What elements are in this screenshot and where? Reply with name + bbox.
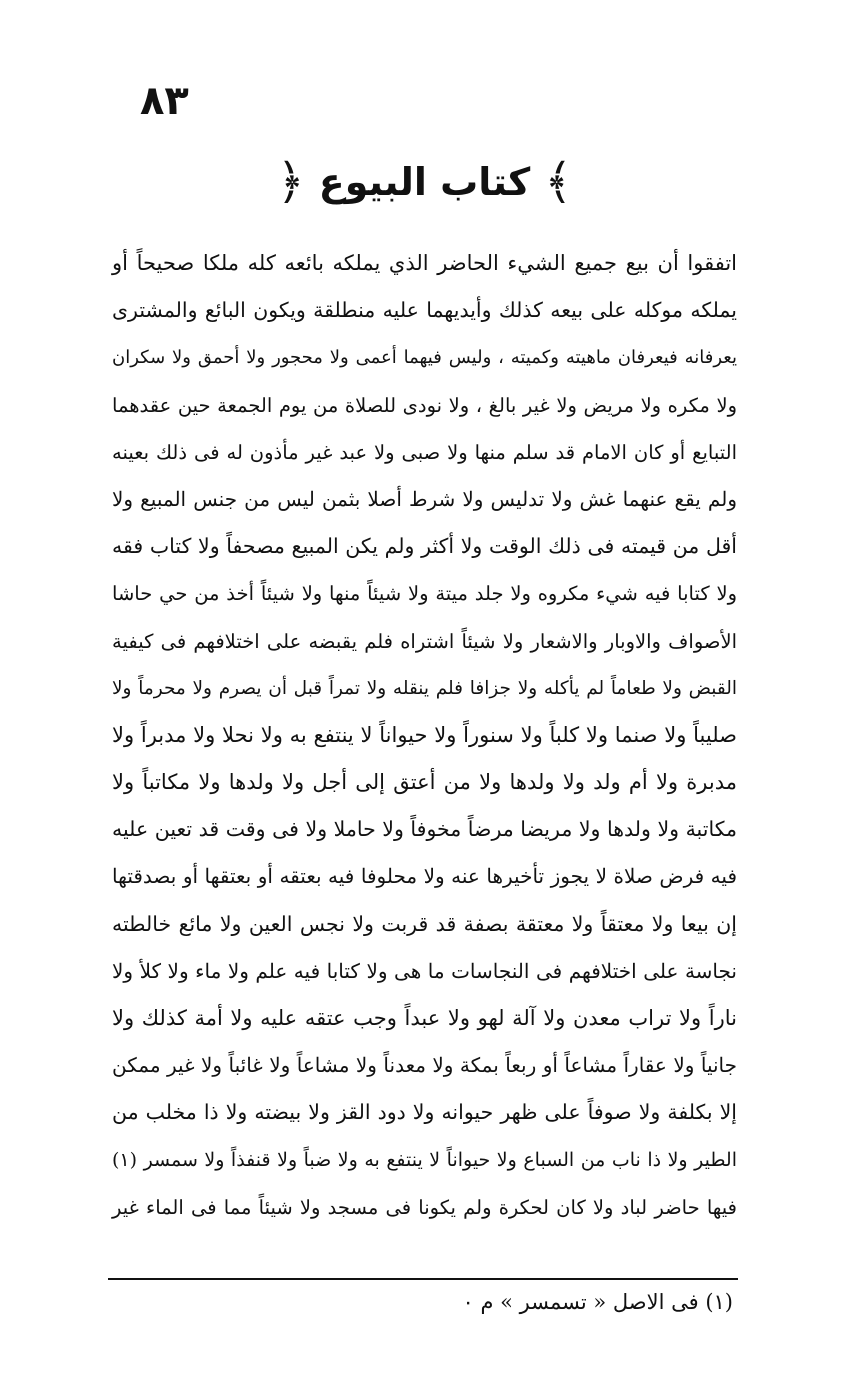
- text-line: فيها حاضر لباد ولا كان لحكرة ولم يكونا فى مسجد ولا شيئاً مما فى الماء غير: [112, 1195, 737, 1219]
- chapter-title-text: كتاب البيوع: [318, 160, 531, 204]
- title-bracket-open: ﴾: [544, 154, 573, 210]
- text-line: الأصواف والاوبار والاشعار ولا شيئاً اشتراه فلم يقبضه على اختلافهم فى كيفية: [112, 629, 737, 653]
- body-text: [112, 240, 737, 1231]
- text-line: إلا بكلفة ولا صوفاً على ظهر حيوانه ولا دود القز ولا بيضته ولا ذا مخلب من: [112, 1100, 737, 1125]
- text-line: مكاتبة ولا ولدها ولا مريضا مرضاً مخوفاً ولا حاملا ولا فى وقت قد تعين عليه: [112, 817, 737, 842]
- text-line: أقل من قيمته فى ذلك الوقت ولا أكثر ولم يكن المبيع مصحفاً ولا كتاب فقه: [112, 534, 737, 559]
- text-line: نجاسة على اختلافهم فى النجاسات ما هى ولا كتابا فيه علم ولا ماء ولا كلأ ولا: [112, 958, 737, 983]
- text-line: التبايع أو كان الامام قد سلم منها ولا صبى ولا عبد غير مأذون له فى ذلك بعينه: [112, 440, 737, 464]
- page-number: ٨٣: [140, 78, 189, 124]
- footnote: (١) فى الاصل « تسمسر » م ٠: [462, 1290, 733, 1314]
- text-line: ولا مكره ولا مريض ولا غير بالغ ، ولا نودى للصلاة من يوم الجمعة حين عقدهما: [112, 393, 737, 417]
- text-line: فيه فرض صلاة لا يجوز تأخيرها عنه ولا محلوفا فيه بعتقه أو بعتقها أو بصدقتها: [112, 864, 737, 889]
- text-line: اتفقوا أن بيع جميع الشيء الحاضر الذي يملكه بائعه كله ملكا صحيحاً أو: [112, 251, 737, 275]
- text-line: جانياً ولا عقاراً مشاعاً أو ربعاً بمكة ولا معدناً ولا مشاعاً ولا غائباً ولا غير ممكن: [112, 1053, 737, 1078]
- text-line: مدبرة ولا أم ولد ولا ولدها ولا من أعتق إلى أجل ولا ولدها ولا مكاتباً ولا: [112, 770, 737, 795]
- text-line: ولا كتابا فيه شيء مكروه ولا جلد ميتة ولا شيئاً منها ولا شيئاً أخذ من حي حاشا: [112, 582, 737, 606]
- text-line: صليباً ولا صنما ولا كلباً ولا سنوراً ولا حيواناً لا ينتفع به ولا نحلا ولا مدبراً ولا: [112, 722, 737, 747]
- text-line: يعرفانه فيعرفان ماهيته وكميته ، وليس فيهما أعمى ولا محجور ولا أحمق ولا سكران: [112, 347, 737, 369]
- footnote-divider: [108, 1278, 738, 1280]
- text-line: ناراً ولا تراب معدن ولا آلة لهو ولا عبداً وجب عتقه عليه ولا أمة كذلك ولا: [112, 1006, 738, 1030]
- chapter-title: [0, 154, 849, 210]
- title-bracket-close: ﴿: [276, 154, 305, 210]
- text-line: ولم يقع عنهما غش ولا تدليس ولا شرط أصلا بثمن ليس من جنس المبيع ولا: [112, 486, 737, 511]
- text-line: الطير ولا ذا ناب من السباع ولا حيواناً لا ينتفع به ولا ضباً ولا قنفذاً ولا سمسر (١): [112, 1148, 737, 1171]
- text-line: إن بيعا ولا معتقاً ولا معتقة بصفة قد قربت ولا نجس العين ولا مائع خالطته: [112, 911, 737, 936]
- text-line: يملكه موكله على بيعه كذلك وأيديهما عليه منطلقة ويكون البائع والمشترى: [112, 298, 737, 323]
- text-line: القبض ولا طعاماً لم يأكله ولا جزافا فلم ينقله ولا تمراً قبل أن يصرم ولا محرماً ولا: [112, 677, 737, 699]
